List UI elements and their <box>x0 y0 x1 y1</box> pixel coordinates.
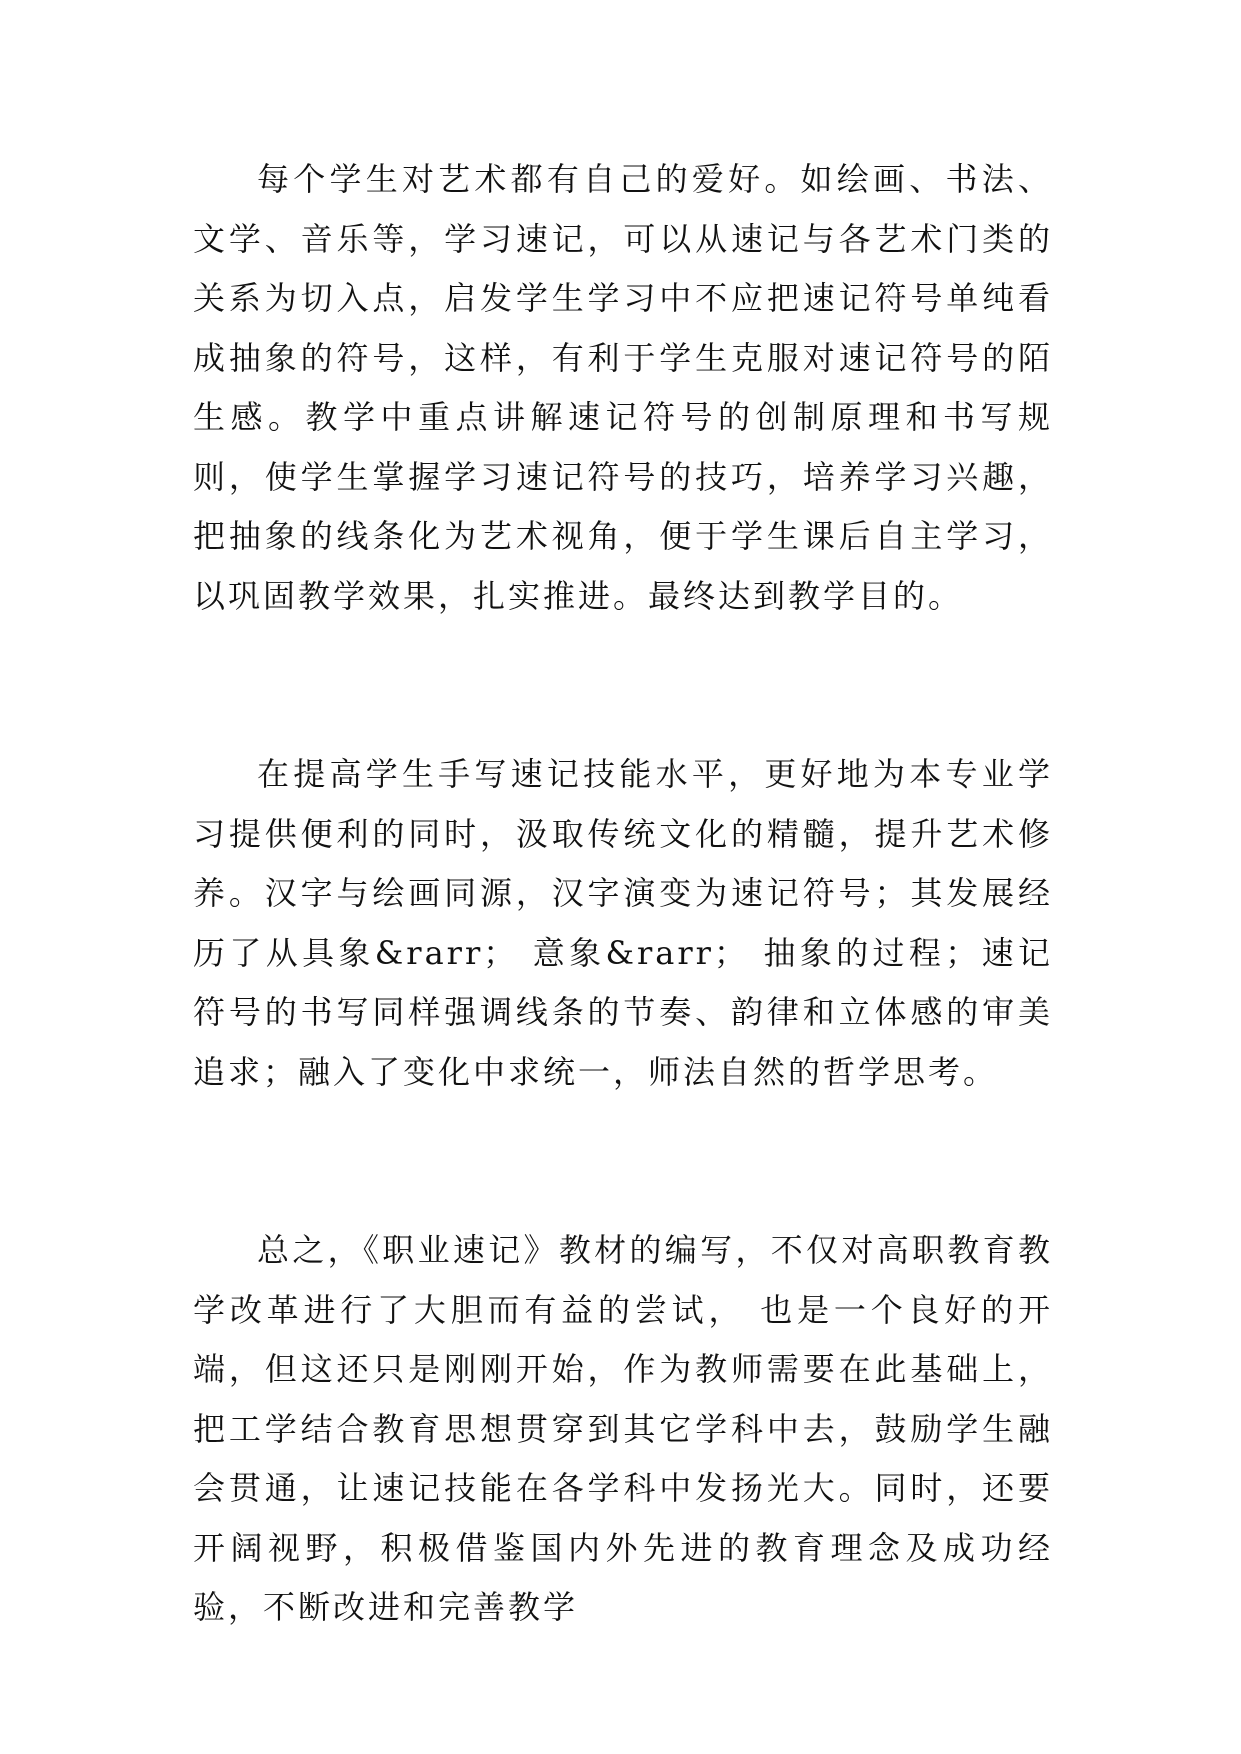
paragraph-conclusion: 总之，《职业速记》教材的编写，不仅对高职教育教学改革进行了大胆而有益的尝试， 也是一个良好的开端，但这还只是刚刚开始，作为教师需要在此基础上，把工学结合教育思想贯穿到其它学科中去，鼓励学生融会贯通，让速记技能在各学科中发扬光大。同时，还要开阔视野，积极借鉴国内外先进的教育理念及成功经验，不断改进和完善教学 <box>193 1231 1053 1626</box>
paragraph-art-interests: 每个学生对艺术都有自己的爱好。如绘画、书法、文学、音乐等，学习速记，可以从速记与各艺术门类的关系为切入点，启发学生学习中不应把速记符号单纯看成抽象的符号，这样，有利于学生克服对速记符号的陌生感。教学中重点讲解速记符号的创制原理和书写规则，使学生掌握学习速记符号的技巧，培养学习兴趣，把抽象的线条化为艺术视角，便于学生课后自主学习，以巩固教学效果，扎实推进。最终达到教学目的。 <box>193 160 1053 615</box>
text-column <box>193 150 1053 1638</box>
paragraph-traditional-culture: 在提高学生手写速记技能水平，更好地为本专业学习提供便利的同时，汲取传统文化的精髓，提升艺术修养。汉字与绘画同源，汉字演变为速记符号；其发展经历了从具象&rarr； 意象&rarr； 抽象的过程；速记符号的书写同样强调线条的节奏、韵律和立体感的审美追求；融入了变化中求统一，师法自然的哲学思考。 <box>193 755 1053 1091</box>
